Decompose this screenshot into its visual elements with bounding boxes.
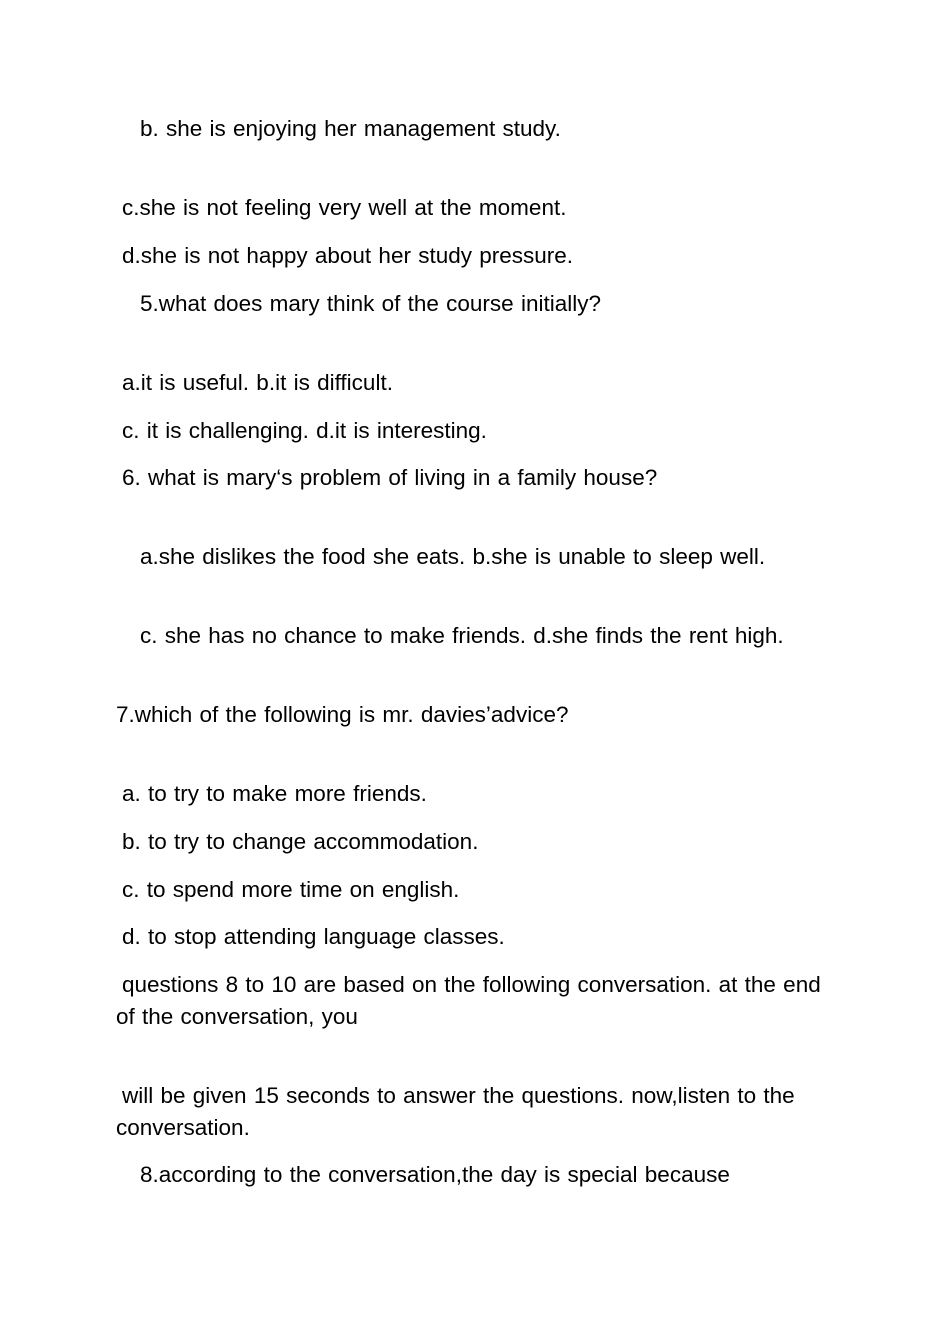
option-c-line: c.she is not feeling very well at the moment. <box>122 195 567 220</box>
question-7-option-a: a. to try to make more friends. <box>122 781 427 806</box>
question-5-options-cd: c. it is challenging. d.it is interesting. <box>122 418 487 443</box>
question-6: 6. what is mary‘s problem of living in a family house? <box>122 465 658 490</box>
section-instruction-continued: will be given 15 seconds to answer the questions. now,listen to the conversation. <box>116 1083 795 1140</box>
question-5: 5.what does mary think of the course initially? <box>140 291 601 316</box>
question-7-option-b: b. to try to change accommodation. <box>122 829 479 854</box>
question-8: 8.according to the conversation,the day is special because <box>140 1162 730 1187</box>
question-7-option-c: c. to spend more time on english. <box>122 877 460 902</box>
question-5-options-ab: a.it is useful. b.it is difficult. <box>122 370 393 395</box>
option-b-line: b. she is enjoying her management study. <box>140 116 561 141</box>
question-7-option-d: d. to stop attending language classes. <box>122 924 505 949</box>
question-6-options-ab: a.she dislikes the food she eats. b.she is unable to sleep well. <box>140 544 766 569</box>
section-instruction: questions 8 to 10 are based on the following conversation. at the end of the conversation, you <box>116 972 821 1029</box>
option-d-line: d.she is not happy about her study pressure. <box>122 243 574 268</box>
question-6-options-cd: c. she has no chance to make friends. d.she finds the rent high. <box>140 623 784 648</box>
question-7: 7.which of the following is mr. davies’advice? <box>116 702 569 727</box>
